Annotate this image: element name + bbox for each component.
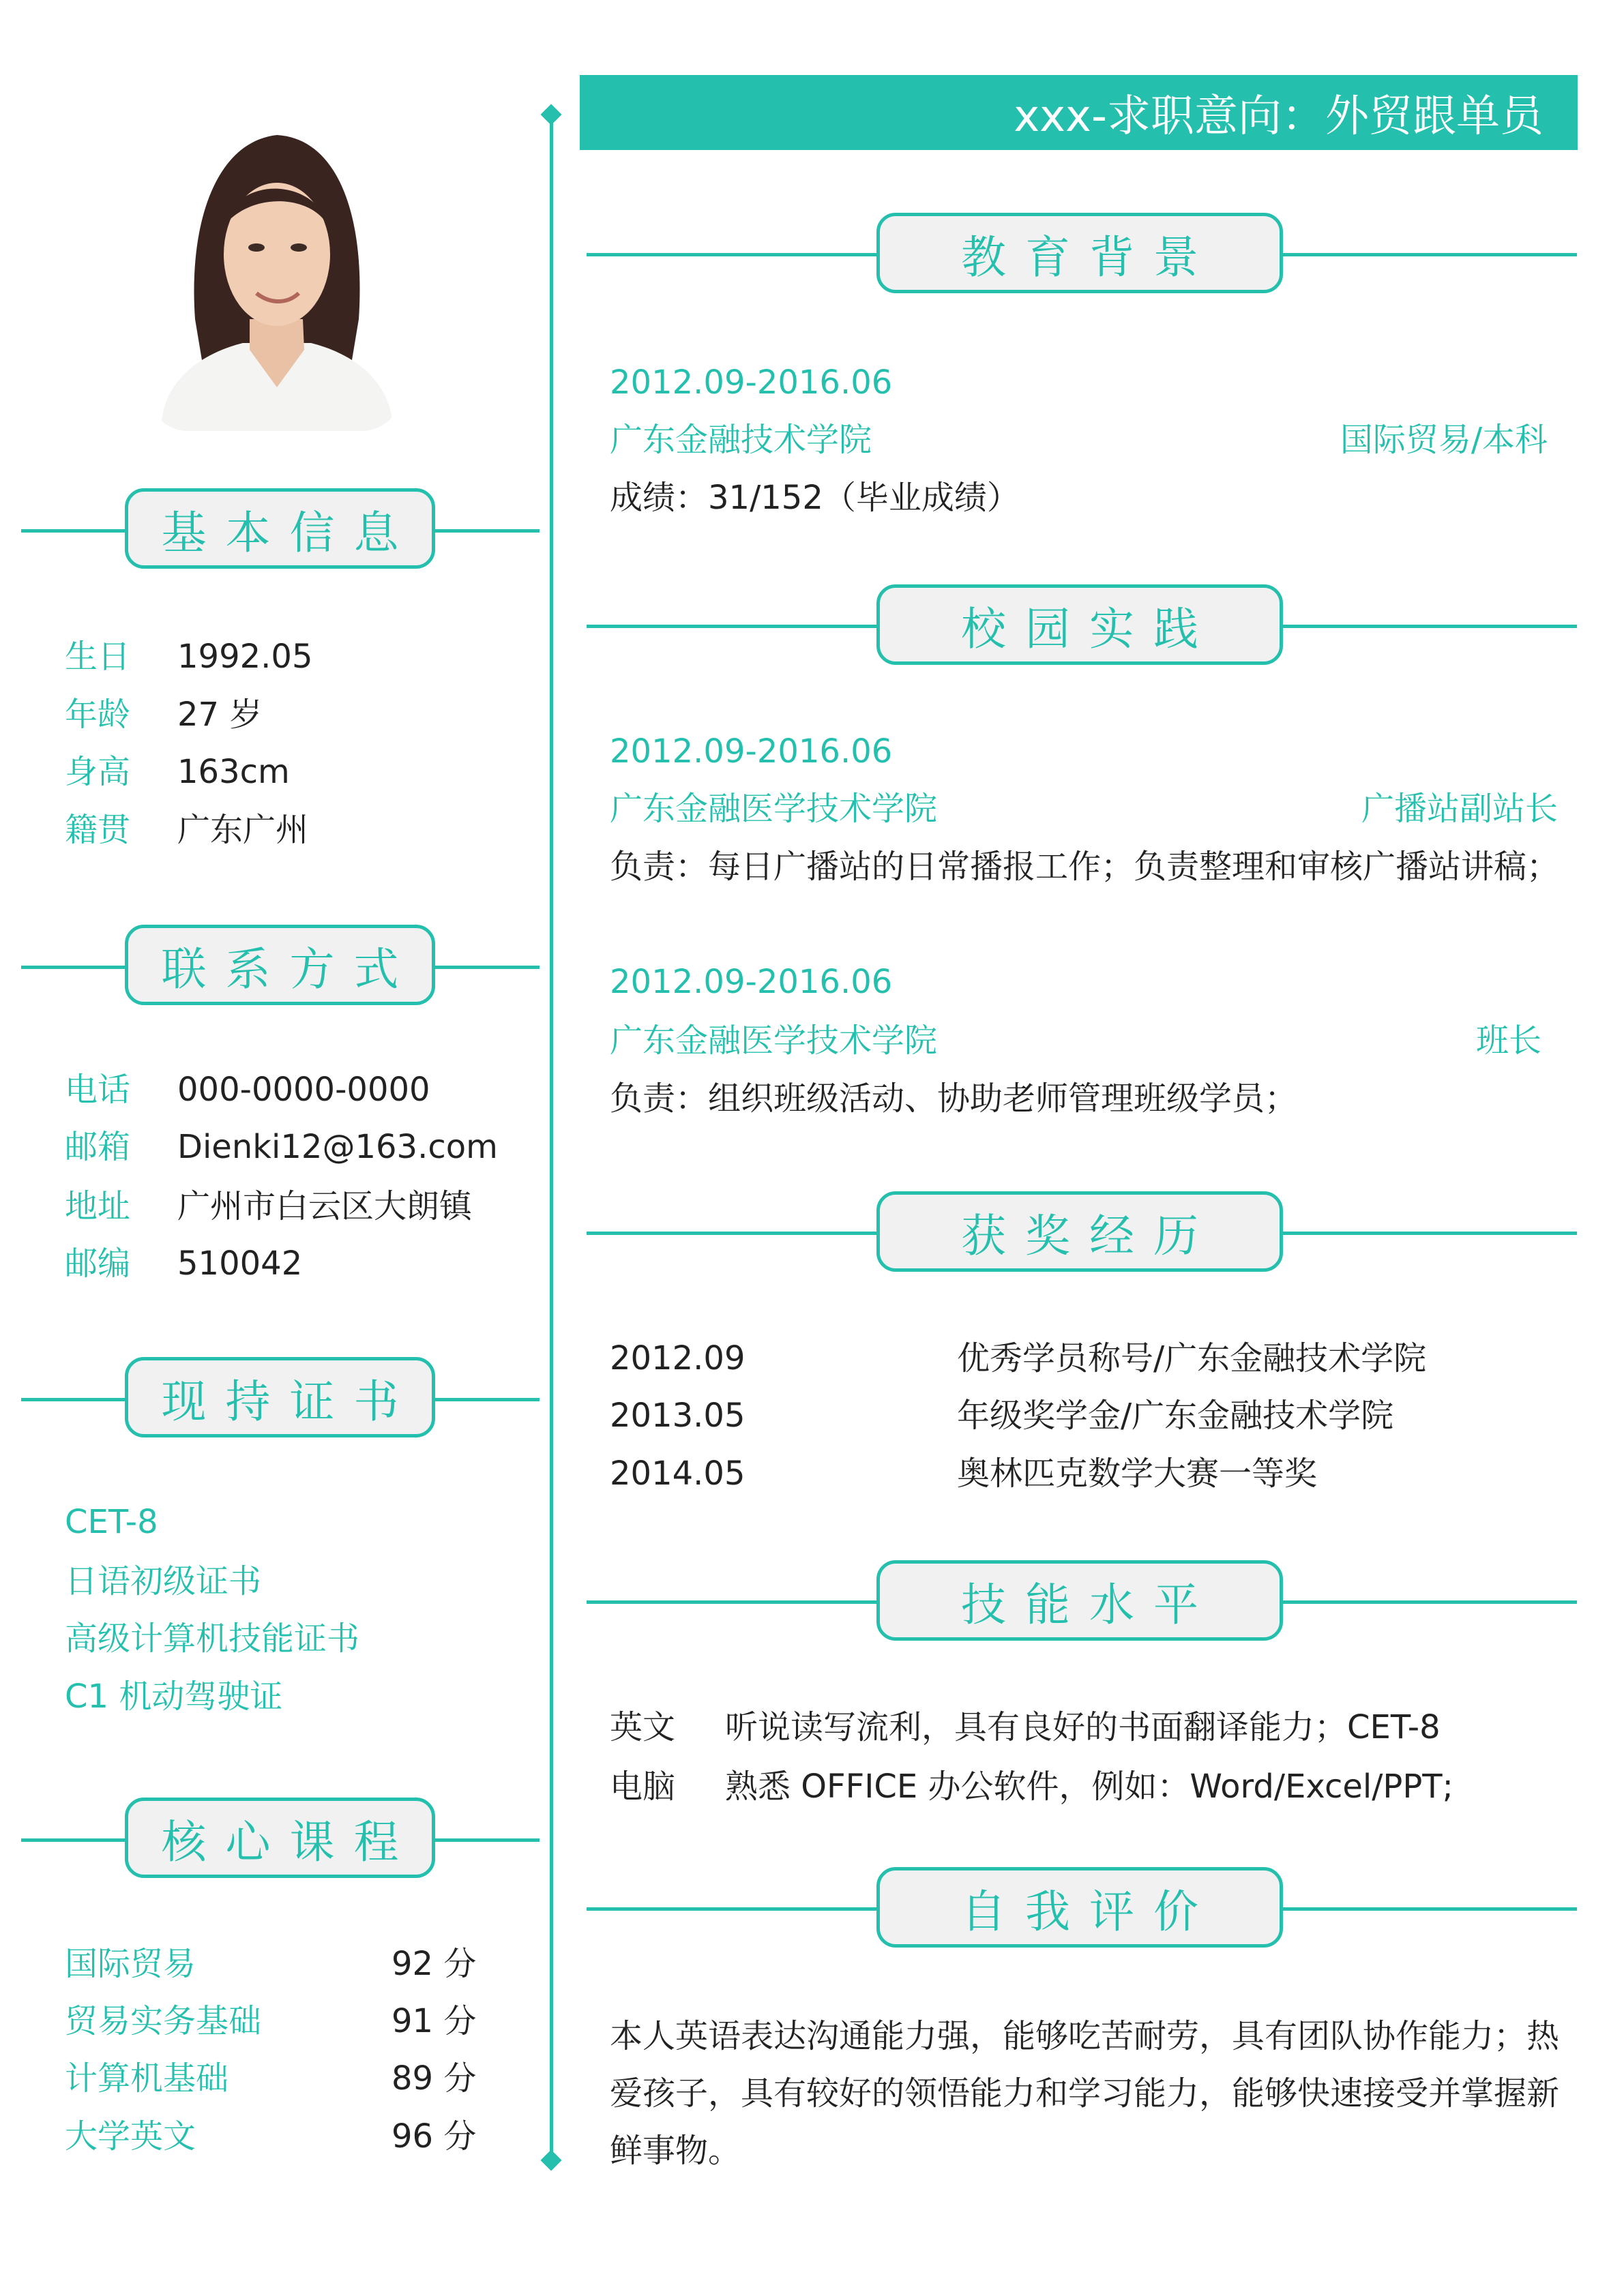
divider-line <box>1280 625 1577 628</box>
course-name: 计算机基础 <box>65 2059 229 2098</box>
skill-desc: 熟悉 OFFICE 办公软件，例如：Word/Excel/PPT; <box>725 1768 1453 1806</box>
course-name: 国际贸易 <box>65 1945 196 1983</box>
value-address: 广州市白云区大朗镇 <box>177 1187 473 1225</box>
value-birthday: 1992.05 <box>177 638 313 676</box>
label-email: 邮箱 <box>65 1128 131 1166</box>
value-postcode: 510042 <box>177 1244 303 1283</box>
divider-line <box>587 1600 880 1604</box>
portrait-icon <box>147 115 402 431</box>
section-heading-certificates: 现持证书 <box>125 1357 435 1437</box>
certificate-item: CET-8 <box>65 1503 158 1541</box>
campus-date: 2012.09-2016.06 <box>610 963 893 1001</box>
value-hometown: 广东广州 <box>177 811 309 849</box>
award-date: 2014.05 <box>610 1455 745 1493</box>
section-heading-campus: 校园实践 <box>876 584 1283 665</box>
divider-line <box>21 966 130 969</box>
label-hometown: 籍贯 <box>65 811 131 849</box>
course-score: 92 分 <box>392 1945 477 1983</box>
value-age: 27 岁 <box>177 696 263 734</box>
award-date: 2013.05 <box>610 1397 745 1435</box>
education-major: 国际贸易/本科 <box>1340 421 1548 459</box>
label-birthday: 生日 <box>65 638 131 676</box>
avatar-photo <box>147 115 402 431</box>
course-score: 96 分 <box>392 2117 477 2156</box>
diamond-top-icon <box>540 104 561 125</box>
campus-desc: 负责：每日广播站的日常播报工作；负责整理和审核广播站讲稿； <box>610 848 1560 886</box>
timeline-line <box>550 115 553 2160</box>
self-eval-text: 本人英语表达沟通能力强，能够吃苦耐劳，具有团队协作能力；热爱孩子，具有较好的领悟能力和学习能力，能够快速接受并掌握新鲜事物。 <box>610 2017 1560 2170</box>
divider-line <box>587 625 880 628</box>
divider-line <box>1280 1907 1577 1911</box>
divider-line <box>430 529 540 533</box>
certificate-item: 日语初级证书 <box>65 1562 262 1600</box>
certificate-item: 高级计算机技能证书 <box>65 1620 360 1658</box>
divider-line <box>430 966 540 969</box>
education-grade: 成绩：31/152（毕业成绩） <box>610 479 1020 517</box>
divider-line <box>21 529 130 533</box>
label-phone: 电话 <box>65 1071 131 1109</box>
divider-line <box>430 1838 540 1842</box>
section-heading-education: 教育背景 <box>876 213 1283 293</box>
divider-line <box>21 1398 130 1401</box>
diamond-bottom-icon <box>540 2149 561 2171</box>
skill-desc: 听说读写流利，具有良好的书面翻译能力；CET-8 <box>725 1708 1441 1746</box>
campus-org: 广东金融医学技术学院 <box>610 1022 938 1060</box>
label-age: 年龄 <box>65 696 131 734</box>
divider-line <box>1280 1232 1577 1235</box>
job-title: xxx-求职意向：外贸跟单员 <box>1014 91 1544 142</box>
divider-line <box>430 1398 540 1401</box>
section-heading-awards: 获奖经历 <box>876 1191 1283 1272</box>
skill-label: 英文 <box>610 1708 676 1746</box>
education-date: 2012.09-2016.06 <box>610 363 893 402</box>
divider-line <box>21 1838 130 1842</box>
campus-desc: 负责：组织班级活动、协助老师管理班级学员； <box>610 1079 1298 1118</box>
certificate-item: C1 机动驾驶证 <box>65 1678 283 1716</box>
award-title: 优秀学员称号/广东金融技术学院 <box>957 1339 1427 1377</box>
course-score: 91 分 <box>392 2002 477 2040</box>
award-date: 2012.09 <box>610 1339 745 1377</box>
section-heading-courses: 核心课程 <box>125 1798 435 1878</box>
section-heading-skills: 技能水平 <box>876 1560 1283 1641</box>
divider-line <box>1280 1600 1577 1604</box>
award-title: 奥林匹克数学大赛一等奖 <box>957 1455 1318 1493</box>
divider-line <box>587 1907 880 1911</box>
value-height: 163cm <box>177 753 290 791</box>
campus-date: 2012.09-2016.06 <box>610 732 893 771</box>
value-phone: 000-0000-0000 <box>177 1071 430 1109</box>
skill-label: 电脑 <box>610 1768 676 1806</box>
divider-line <box>587 253 880 256</box>
divider-line <box>1280 253 1577 256</box>
campus-role: 广播站副站长 <box>1361 790 1558 828</box>
label-postcode: 邮编 <box>65 1244 131 1283</box>
section-heading-contact: 联系方式 <box>125 925 435 1005</box>
education-school: 广东金融技术学院 <box>610 421 872 459</box>
award-title: 年级奖学金/广东金融技术学院 <box>957 1397 1394 1435</box>
section-heading-self-eval: 自我评价 <box>876 1867 1283 1948</box>
course-score: 89 分 <box>392 2059 477 2098</box>
label-address: 地址 <box>65 1187 131 1225</box>
section-heading-basic-info: 基本信息 <box>125 488 435 569</box>
course-name: 大学英文 <box>65 2117 196 2156</box>
course-name: 贸易实务基础 <box>65 2002 262 2040</box>
campus-org: 广东金融医学技术学院 <box>610 790 938 828</box>
divider-line <box>587 1232 880 1235</box>
job-title-banner <box>580 75 1578 150</box>
campus-role: 班长 <box>1475 1022 1541 1060</box>
value-email: Dienki12@163.com <box>177 1128 498 1166</box>
label-height: 身高 <box>65 753 131 791</box>
